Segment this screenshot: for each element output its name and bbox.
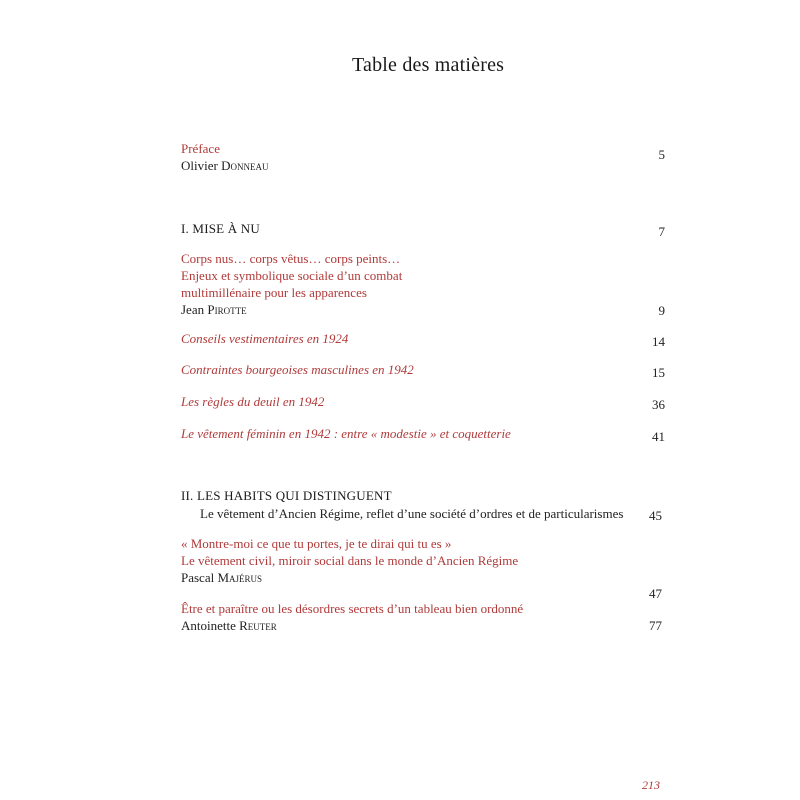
entry-corps-page: 9 (658, 303, 665, 318)
entry-conseils-page: 14 (652, 334, 665, 349)
entry-contraintes-title: Contraintes bourgeoises masculines en 1942 (181, 362, 414, 377)
entry-deuil-page: 36 (652, 397, 665, 412)
entry-montre-line1: « Montre-moi ce que tu portes, je te dirai qui tu es » (181, 536, 452, 551)
entry-etre-page: 77 (649, 618, 662, 633)
page-folio: 213 (642, 778, 660, 792)
entry-corps-line1: Corps nus… corps vêtus… corps peints… (181, 251, 401, 266)
section2-subtitle: Le vêtement d’Ancien Régime, reflet d’une société d’ordres et de particularismes (200, 506, 624, 521)
preface-page: 5 (658, 147, 665, 162)
entry-etre-author-first: Antoinette (181, 618, 236, 633)
entry-montre-author-first: Pascal (181, 570, 215, 585)
entry-corps-line3: multimillénaire pour les apparences (181, 285, 367, 300)
entry-corps-author (181, 301, 247, 319)
entry-montre-line2: Le vêtement civil, miroir social dans le monde d’Ancien Régime (181, 553, 519, 568)
entry-feminin-title: Le vêtement féminin en 1942 : entre « modestie » et coquetterie (181, 426, 511, 441)
entry-corps-author-last: Pirotte (207, 302, 247, 317)
preface-author-first: Olivier (181, 158, 218, 173)
preface-author-last: Donneau (221, 158, 269, 173)
section2-title: II. LES HABITS QUI DISTINGUENT (181, 488, 392, 503)
entry-corps-line2: Enjeux et symbolique sociale d’un combat (181, 268, 403, 283)
preface-author (181, 157, 268, 175)
section2-page: 45 (649, 508, 662, 523)
entry-montre-page: 47 (649, 586, 662, 601)
section1-page: 7 (658, 224, 665, 239)
section1-title: I. MISE À NU (181, 221, 260, 236)
entry-deuil-title: Les règles du deuil en 1942 (181, 394, 325, 409)
entry-etre-author (181, 617, 277, 635)
entry-conseils-title: Conseils vestimentaires en 1924 (181, 331, 349, 346)
entry-corps-author-first: Jean (181, 302, 205, 317)
entry-etre-author-last: Reuter (239, 618, 277, 633)
entry-feminin-page: 41 (652, 429, 665, 444)
entry-montre-author (181, 569, 262, 587)
entry-montre-author-last: Majérus (217, 570, 263, 585)
entry-contraintes-page: 15 (652, 365, 665, 380)
entry-etre-line1: Être et paraître ou les désordres secrets d’un tableau bien ordonné (181, 601, 524, 616)
preface-label: Préface (181, 141, 220, 156)
page-title: Table des matières (352, 54, 505, 76)
